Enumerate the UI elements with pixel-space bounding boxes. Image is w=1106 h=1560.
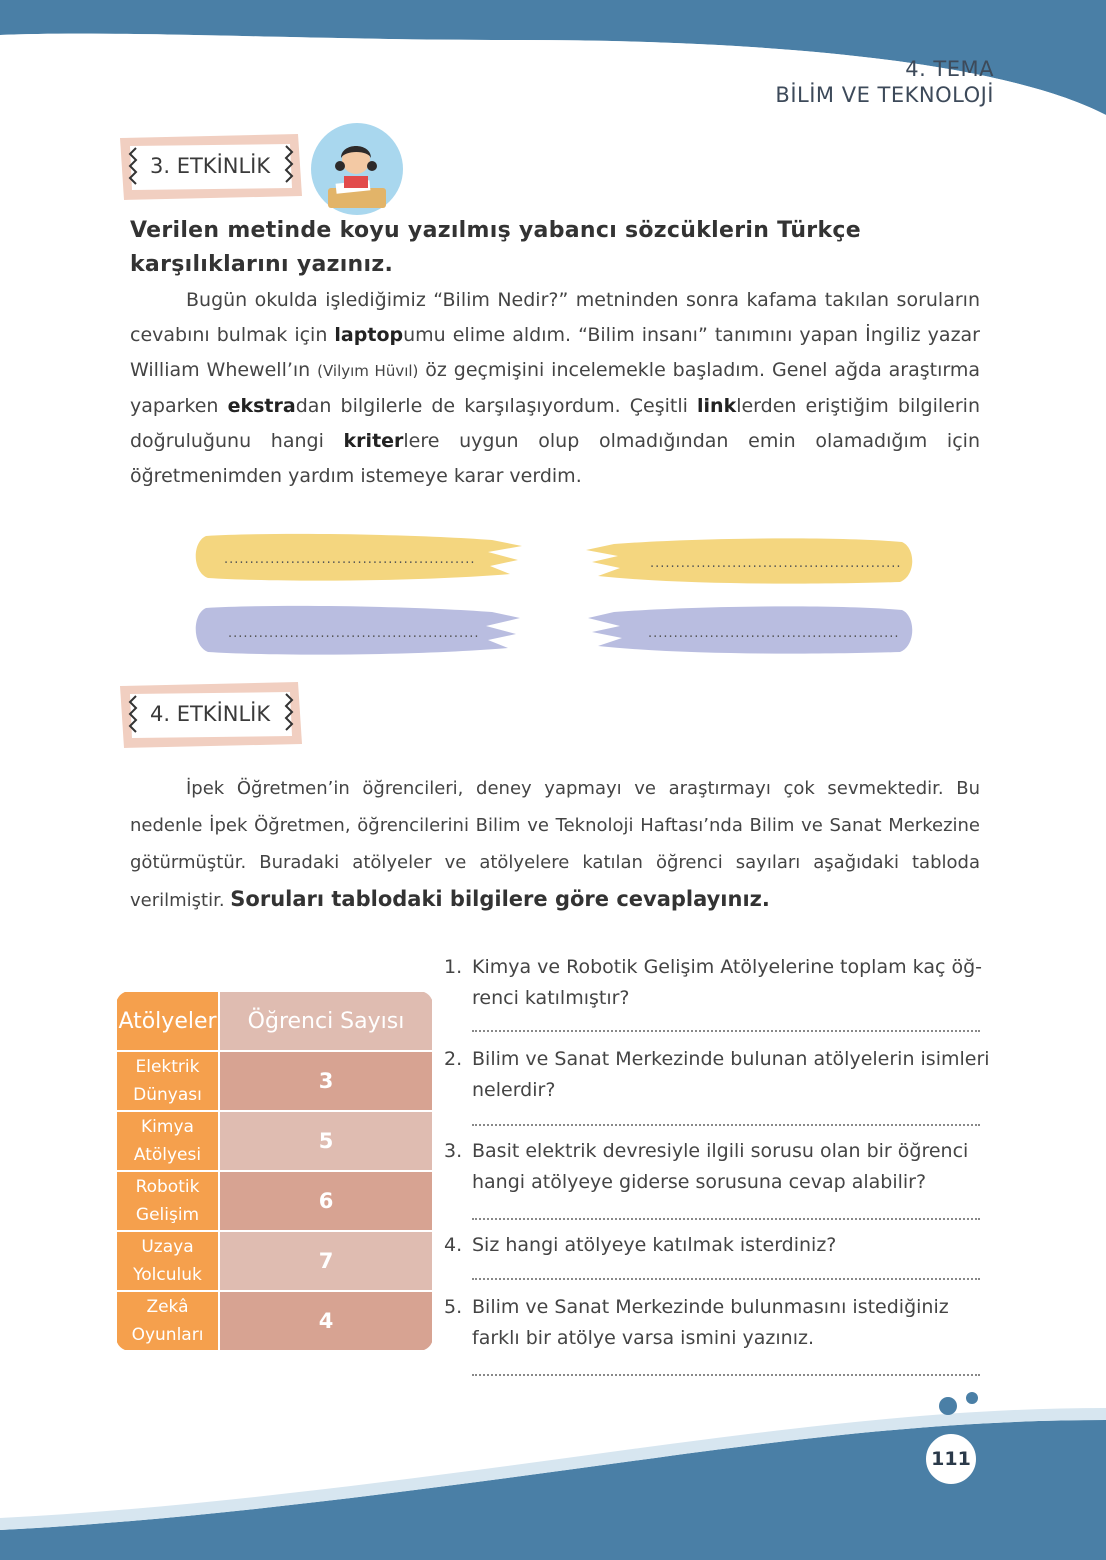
question-text: Bilim ve Sanat Merkezinde bulunan atölyelerin isimleri [472,1048,990,1070]
student-writing-avatar [310,122,404,216]
table-row-value: 4 [219,1291,433,1351]
table-row-name [116,1231,219,1291]
answer-line-1[interactable] [472,1030,980,1032]
answer-line-4[interactable] [472,1278,980,1280]
question-number: 1. [444,956,463,978]
table-row-name [116,1291,219,1351]
bold-word-link: link [697,395,737,417]
question-text: Kimya ve Robotik Gelişim Atölyelerine toplam kaç öğ- [472,956,982,978]
table-row-name [116,1111,219,1171]
activity3-paragraph [130,283,980,494]
row-name-line: Zekâ [146,1297,189,1317]
table-row-value: 3 [219,1051,433,1111]
text-part: dan bilgilerle de karşılaşıyordum. Çeşitli [295,395,698,417]
answer-line-3[interactable] [472,1218,980,1220]
question-text: Bilim ve Sanat Merkezinde bulunmasını istediğiniz [472,1296,949,1318]
row-name-line: Oyunları [131,1325,204,1345]
row-name-line: Gelişim [135,1205,200,1225]
question-text: Siz hangi atölyeye katılmak isterdiniz? [472,1234,837,1256]
text-part: öz geçmişini incelemekle başladım. Genel ağda araştırma yaparken [130,359,980,417]
answer-blank: ................................................. [648,626,900,641]
activity3-instruction: Verilen metinde koyu yazılmış yabancı sözcüklerin Türkçe karşılıklarını yazınız. [130,218,861,277]
question-4 [444,1230,992,1261]
answer-stroke-4[interactable] [584,604,916,656]
question-text: nelerdir? [472,1079,556,1101]
theme-title: BİLİM VE TEKNOLOJİ [775,83,994,107]
table-header-student-count: Öğrenci Sayısı [219,991,433,1051]
table-row-value: 5 [219,1111,433,1171]
page-number: 111 [922,1430,980,1488]
answer-line-5[interactable] [472,1374,980,1376]
question-text: renci katılmıştır? [472,987,630,1009]
text-part: Bugün okulda işlediğimiz “Bilim Nedir?” metninden sonra kafama takılan soruların cevabını bulmak için [130,289,980,346]
answer-stroke-2[interactable] [584,536,916,586]
answer-blank: ................................................. [228,626,480,641]
row-name-line: Elektrik [135,1057,200,1077]
table-row-value: 7 [219,1231,433,1291]
row-name-line: Dünyası [133,1085,202,1105]
activity4-instruction: Soruları tablodaki bilgilere göre cevaplayınız. [230,887,770,911]
answer-stroke-1[interactable] [192,532,522,582]
activity4-title: 4. ETKİNLİK [150,702,271,726]
table-row-name [116,1171,219,1231]
activity4-banner [116,680,306,750]
row-name-line: Yolculuk [133,1265,202,1285]
question-number: 3. [444,1140,463,1162]
row-name-line: Atölyesi [133,1145,202,1165]
bold-word-ekstra: ekstra [227,395,296,417]
question-number: 4. [444,1234,463,1256]
theme-number: 4. TEMA [905,57,994,81]
row-name-line: Kimya [141,1117,194,1137]
answer-blank: ................................................. [650,556,902,571]
text-part: lere uygun olup olmadığından emin olamadığım için öğretmenimden yardım istemeye karar verdim. [130,430,980,487]
activity3-banner [116,132,306,202]
question-text: Basit elektrik devresiyle ilgili sorusu olan bir öğrenci [472,1140,969,1162]
workshop-table [115,990,434,1352]
answer-stroke-3[interactable] [192,604,522,656]
text-part: lerden eriştiğim bilgilerin doğruluğunu hangi [130,395,980,452]
activity4-paragraph [130,770,980,919]
bold-word-laptop: laptop [334,324,404,346]
question-number: 2. [444,1048,463,1070]
question-3 [444,1136,992,1198]
table-header-workshops: Atölyeler [116,991,219,1051]
answer-line-2[interactable] [472,1124,980,1126]
question-text: farklı bir atölye varsa ismini yazınız. [472,1327,814,1349]
row-name-line: Uzaya [141,1237,194,1257]
question-text: hangi atölyeye giderse sorusuna cevap alabilir? [472,1171,927,1193]
text-part: umu elime aldım. “Bilim insanı” tanımını yapan İngiliz yazar William Whewell’ın [130,324,980,381]
table-row-name [116,1051,219,1111]
table-row-value: 6 [219,1171,433,1231]
answer-blank: ................................................. [224,552,476,567]
activity3-title: 3. ETKİNLİK [150,154,271,178]
bold-word-kriter: kriter [343,430,404,452]
row-name-line: Robotik [135,1177,200,1197]
pronunciation-note: (Vilyım Hüvıl) [317,362,419,380]
question-1 [444,952,992,1014]
question-2 [444,1044,992,1106]
question-5 [444,1292,992,1354]
text-part: İpek Öğretmen’in öğrencileri, deney yapmayı ve araştırmayı çok sevmektedir. Bu nedenle İpek Öğretmen, öğrencilerini Bilim ve Teknoloji Haftası’nda Bilim ve Sanat Merkezine götürmüştür. Buradaki atölyeler ve atölyelere katılan öğrenci sayıları aşağıdaki tabloda verilmiştir. [130,778,980,911]
question-number: 5. [444,1296,463,1318]
